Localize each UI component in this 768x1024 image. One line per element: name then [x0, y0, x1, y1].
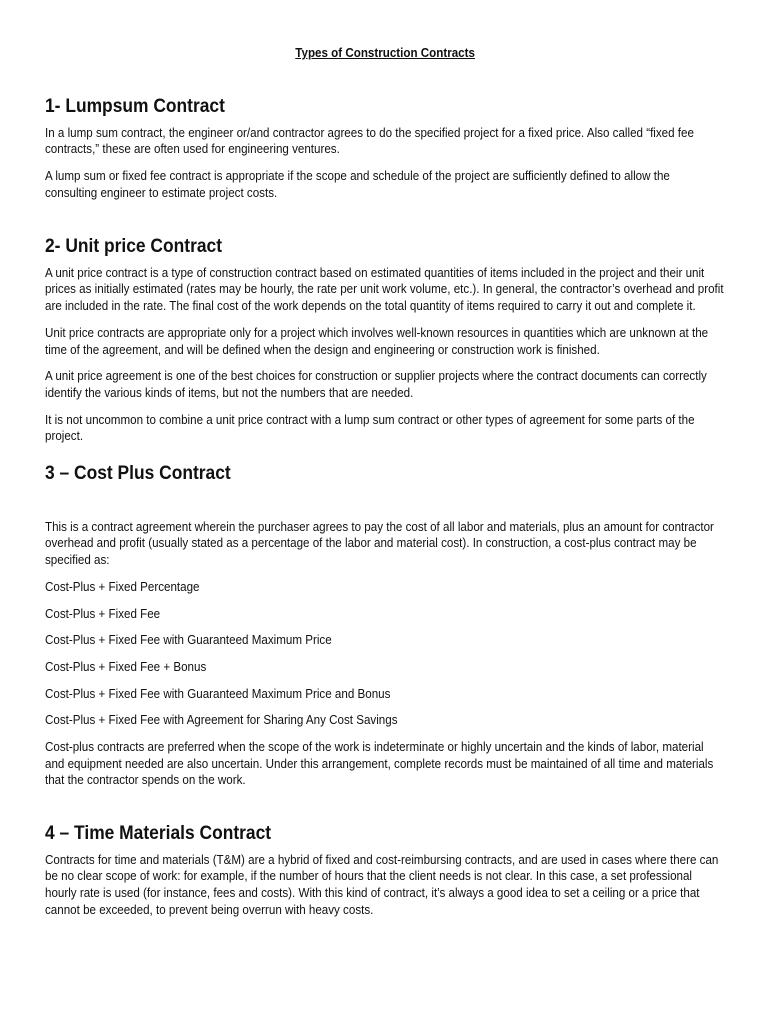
paragraph: Unit price contracts are appropriate only for a project which involves well-known resources in quantities which are unknown at the time of the agreement, and will be defined when the design and engineering or construction work is finished. — [45, 324, 709, 357]
paragraph: A unit price contract is a type of construction contract based on estimated quantities of items included in the project and their unit prices as initially estimated (rates may be hourly, the rate per unit work volume, etc.). In general, the contractor’s overhead and profit are included in the rate. The final cost of the work depends on the total quantity of items required to carry it out and complete it. — [45, 264, 724, 314]
paragraph: Cost-plus contracts are preferred when the scope of the work is indeterminate or highly uncertain and the kinds of labor, material and equipment needed are also uncertain. Under this arrangement, complete records must be maintained of all time and materials that the contractor spends on the work. — [45, 739, 714, 788]
paragraph: In a lump sum contract, the engineer or/and contractor agrees to do the specified project for a fixed price. Also called “fixed fee contracts,” these are often used for engineering ventures. — [45, 124, 694, 157]
section-cost-plus — [45, 462, 725, 789]
list-item: Cost-Plus + Fixed Fee with Guaranteed Maximum Price and Bonus — [45, 685, 391, 701]
section-lumpsum — [45, 95, 725, 202]
list-item: Cost-Plus + Fixed Percentage — [45, 578, 200, 594]
section-heading: 4 – Time Materials Contract — [45, 822, 272, 844]
paragraph: Contracts for time and materials (T&M) are a hybrid of fixed and cost-reimbursing contracts, and are used in cases where there can be no clear scope of work: for example, if the number of hours that the client needs is not clear. In this case, a set professional hourly rate is used (for instance, fees and costs). With this kind of contract, it’s always a good idea to set a ceiling or a price that cannot be exceeded, to prevent being overrun with heavy costs. — [45, 851, 719, 917]
paragraph: A lump sum or fixed fee contract is appropriate if the scope and schedule of the project are sufficiently defined to allow the consulting engineer to estimate project costs. — [45, 168, 670, 200]
section-heading: 1- Lumpsum Contract — [45, 95, 225, 117]
paragraph: A unit price agreement is one of the best choices for construction or supplier projects where the contract documents can correctly identify the various kinds of items, but not the numbers that are needed. — [45, 368, 707, 400]
list-item: Cost-Plus + Fixed Fee — [45, 605, 161, 621]
document-title: Types of Construction Contracts — [295, 45, 475, 60]
section-time-materials — [45, 822, 725, 919]
paragraph: This is a contract agreement wherein the purchaser agrees to pay the cost of all labor and materials, plus an amount for contractor overhead and profit (usually stated as a percentage of the labor and material cost). In construction, a cost-plus contract may be specified as: — [45, 518, 714, 568]
list-item: Cost-Plus + Fixed Fee + Bonus — [45, 658, 207, 674]
list-item: Cost-Plus + Fixed Fee with Guaranteed Maximum Price — [45, 632, 332, 648]
section-heading: 2- Unit price Contract — [45, 235, 223, 257]
section-heading: 3 – Cost Plus Contract — [45, 462, 231, 484]
list-item: Cost-Plus + Fixed Fee with Agreement for Sharing Any Cost Savings — [45, 712, 398, 728]
paragraph: It is not uncommon to combine a unit price contract with a lump sum contract or other types of agreement for some parts of the project. — [45, 411, 695, 444]
section-unit-price — [45, 235, 725, 445]
